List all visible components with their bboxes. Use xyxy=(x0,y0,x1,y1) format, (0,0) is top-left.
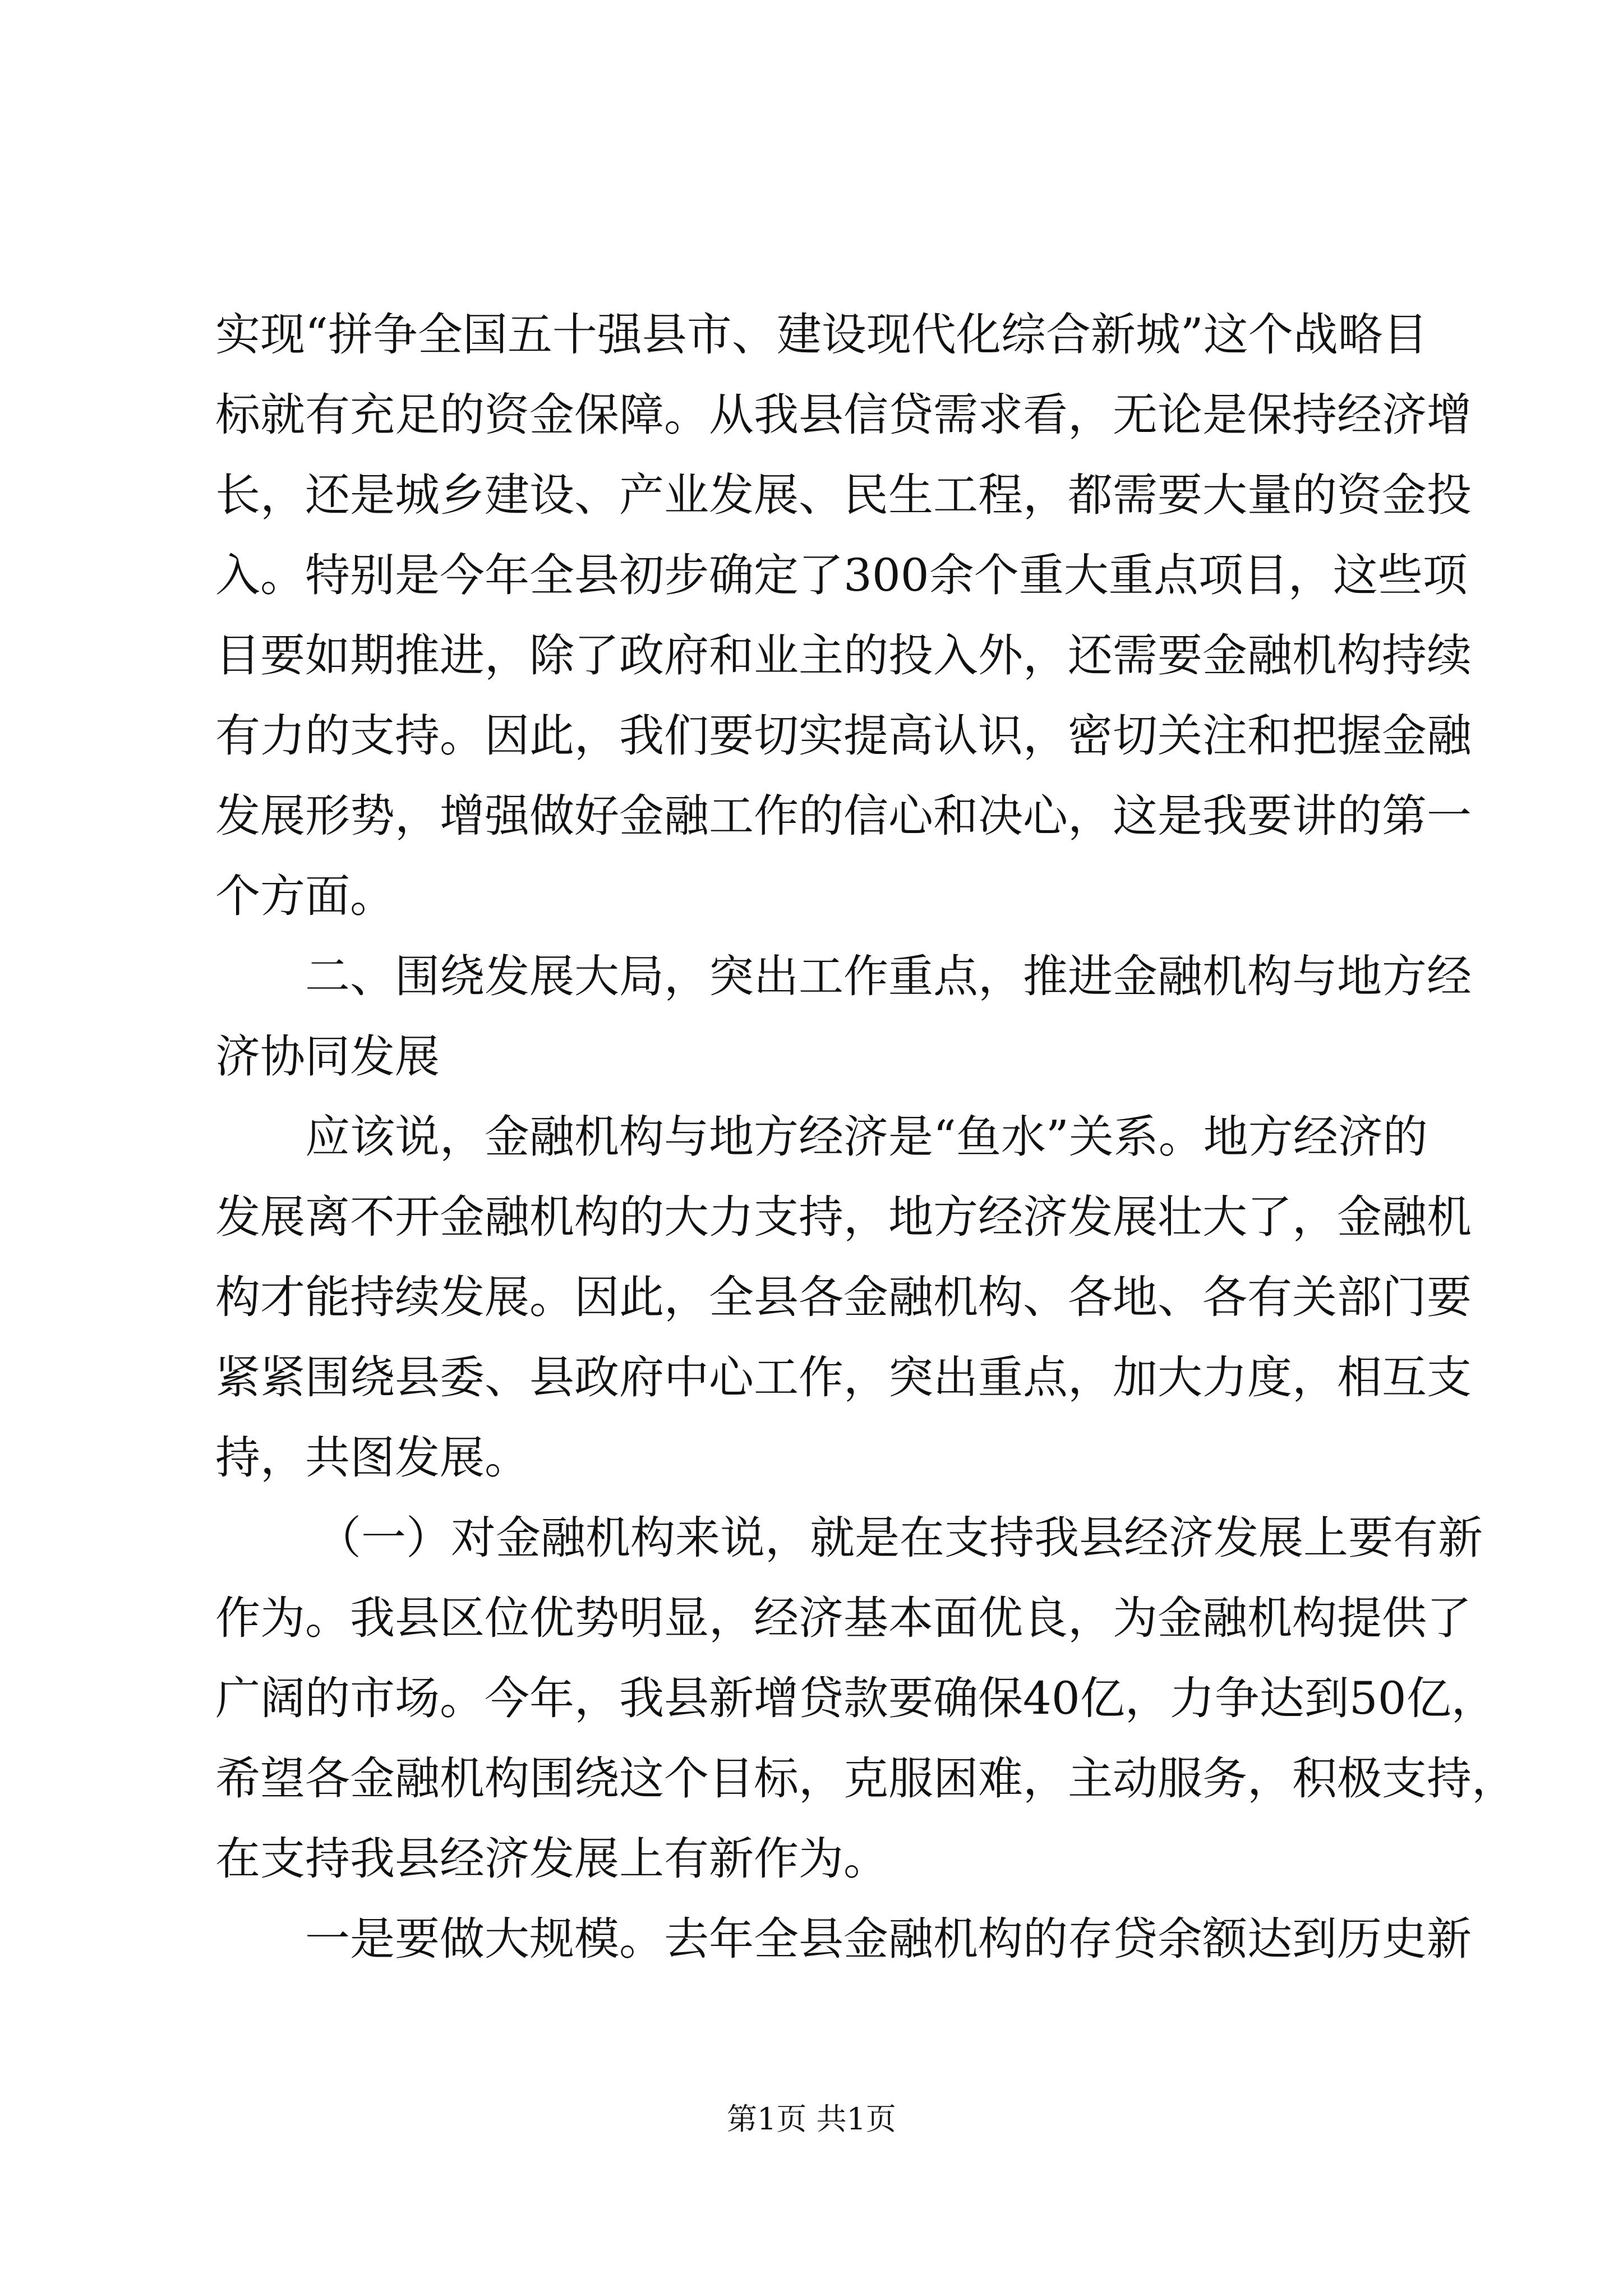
body-text-line: 应该说，金融机构与地方经济是“鱼水”关系。地方经济的 xyxy=(305,1111,1428,1163)
subsection-heading-line: （一）对金融机构来说，就是在支持我县经济发展上要有新 xyxy=(316,1512,1483,1564)
body-text-line: 长，还是城乡建设、产业发展、民生工程，都需要大量的资金投 xyxy=(215,469,1472,521)
body-text-line: 一是要做大规模。去年全县金融机构的存贷余额达到历史新 xyxy=(305,1913,1472,1965)
section-heading-line: 二、围绕发展大局，突出工作重点，推进金融机构与地方经 xyxy=(305,950,1472,1002)
body-text-line: 发展离不开金融机构的大力支持，地方经济发展壮大了，金融机 xyxy=(215,1191,1472,1243)
body-text-line: 标就有充足的资金保障。从我县信贷需求看，无论是保持经济增 xyxy=(215,389,1472,441)
body-text-line: 希望各金融机构围绕这个目标，克服困难，主动服务，积极支持， xyxy=(215,1752,1516,1805)
body-text-line: 实现“拼争全国五十强县市、建设现代化综合新城”这个战略目 xyxy=(215,309,1428,361)
body-text-line: 作为。我县区位优势明显，经济基本面优良，为金融机构提供了 xyxy=(215,1592,1472,1644)
body-text-line: 有力的支持。因此，我们要切实提高认识，密切关注和把握金融 xyxy=(215,710,1472,762)
body-text-line: 目要如期推进，除了政府和业主的投入外，还需要金融机构持续 xyxy=(215,629,1472,682)
page-number-footer: 第1页 共1页 xyxy=(727,2101,896,2137)
body-text-line: 发展形势，增强做好金融工作的信心和决心，这是我要讲的第一 xyxy=(215,790,1472,842)
body-text-line: 构才能持续发展。因此，全县各金融机构、各地、各有关部门要 xyxy=(215,1271,1472,1323)
body-text-line: 持，共图发展。 xyxy=(215,1432,529,1484)
body-text-line: 入。特别是今年全县初步确定了300余个重大重点项目，这些项 xyxy=(215,549,1468,601)
body-text-line: 在支持我县经济发展上有新作为。 xyxy=(215,1833,888,1885)
body-text-line: 紧紧围绕县委、县政府中心工作，突出重点，加大力度，相互支 xyxy=(215,1351,1472,1404)
body-text-line: 个方面。 xyxy=(215,870,395,922)
body-text-line: 广阔的市场。今年，我县新增贷款要确保40亿，力争达到50亿， xyxy=(215,1672,1496,1724)
section-heading-line: 济协同发展 xyxy=(215,1030,440,1083)
